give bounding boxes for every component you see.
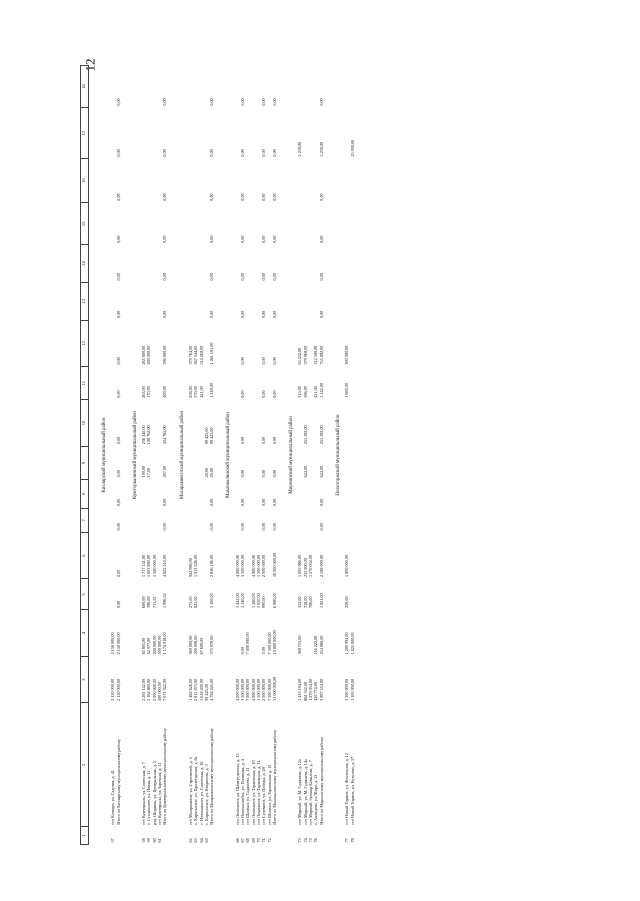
table-cell: 2 000 000,00 [261, 678, 267, 701]
section-header-row [176, 66, 188, 845]
table-cell: 0,00 [261, 357, 267, 365]
table-cell: 0,00 [271, 357, 277, 365]
table-cell: 0,00 [240, 647, 246, 655]
column-number: 18 [81, 66, 89, 108]
table-cell: 600,00 [141, 596, 147, 608]
table-cell: 2 000 000,00 [151, 678, 157, 701]
table-cell: 7 000 000,00 [245, 632, 251, 655]
total-row [162, 66, 171, 845]
table-cell: пгт Мирный, бульвар Камалова, д. 7 [308, 760, 314, 825]
table-cell: 368 755,00 [297, 635, 303, 655]
column-number: 8 [81, 479, 89, 508]
table-cell: 59 [146, 838, 152, 843]
column-number: 5 [81, 579, 89, 610]
table-cell: 1 100 000,00 [349, 678, 355, 701]
table-cell: 0,00 [271, 235, 277, 243]
table-cell: с. Сталинское, ул. Новая, д. 11 [146, 770, 152, 825]
table-cell: с. Новокаякент, ул. Советская, д. 16 [198, 761, 204, 825]
table-cell: 0,00 [261, 149, 267, 157]
table-cell: 258,00 [187, 386, 193, 398]
table-cell: 2 150 000,00 [110, 678, 116, 701]
table-cell: 4 900 000,00 [250, 678, 256, 701]
table-cell: 1 261 103,00 [209, 342, 215, 365]
table-cell: 990,00 [261, 596, 267, 608]
table-cell: 0,00 [115, 273, 121, 281]
table-cell: 379 960,00 [302, 345, 308, 365]
table-cell: 78 [349, 838, 355, 843]
table-cell: 61 [157, 838, 163, 843]
table-cell: 263,00 [141, 386, 147, 398]
table-cell: 1 442,00 [234, 593, 240, 608]
table-cell: 20,00 [203, 467, 209, 478]
table-cell: 63 [193, 838, 199, 843]
table-cell: 99 425,00 [209, 427, 215, 445]
column-number: 16 [81, 159, 89, 203]
table-cell: 0,00 [318, 310, 324, 319]
table-cell: 1 500 000,00 [255, 678, 261, 701]
table-cell: 256 440,00 [141, 425, 147, 445]
table-cell: пгт Мирный, ул. М. Гаджиева, д. 12а [297, 759, 303, 825]
table-cell: 1 618 200,00 [198, 678, 204, 701]
table-cell: 64 [198, 838, 204, 843]
table-cell: 0,00 [240, 149, 246, 157]
column-number: 10 [81, 400, 89, 446]
table-cell: 315,00 [297, 386, 303, 398]
table-cell: 2 000 000,00 [261, 554, 267, 577]
table-cell: 25 000,00 [349, 139, 355, 157]
table-cell: 624,00 [302, 465, 308, 478]
table-cell: 706,00 [308, 596, 314, 608]
table-cell: 20,00 [209, 467, 215, 478]
table-cell: 75 [308, 838, 314, 843]
table-cell: 1 913 226,00 [193, 554, 199, 577]
table-cell: 67 [240, 838, 246, 843]
table-cell: 755 892,00 [318, 345, 324, 365]
table-cell: 434 980,00 [318, 635, 324, 655]
table-cell: 73 [297, 838, 303, 843]
table-cell: 0,00 [271, 390, 277, 398]
table-cell: 0,00 [261, 235, 267, 243]
table-cell: 3 500 000,00 [240, 554, 246, 577]
table-cell: пгт Магарамкент, ул. Строителей, д. 5 [187, 757, 193, 825]
table-cell: Итого по Кумторкалинскому муниципальному району [162, 728, 168, 825]
table-cell: 300 000,00 [344, 345, 350, 365]
table-cell: 1 200 994,00 [344, 632, 350, 655]
table-cell: 15 000 000,00 [271, 630, 277, 655]
table-cell: 0,00 [271, 149, 277, 157]
table-cell: 289 000,00 [146, 345, 152, 365]
table-cell: пгт Новый Торжок, ул. Кутузова, д. 37 [349, 756, 355, 825]
section-title: Махачкалинский муниципальный район [226, 412, 232, 498]
table-cell: 0,00 [261, 498, 267, 507]
column-number: 9 [81, 446, 89, 479]
table-cell: 825,00 [193, 596, 199, 608]
table-cell: 1 500 000,00 [151, 554, 157, 577]
column-number: 11 [81, 367, 89, 400]
table-cell: 0,00 [115, 498, 121, 507]
table-cell: 116 225,00 [313, 635, 319, 655]
table-cell: 0,00 [115, 569, 121, 577]
table-cell: 0,00 [115, 390, 121, 398]
table-cell: 0,00 [271, 310, 277, 319]
table-cell: 0,00 [271, 498, 277, 507]
table-cell: 7 071 022,00 [162, 678, 168, 701]
table-cell: 0,00 [318, 273, 324, 281]
table-cell: 0,00 [115, 470, 121, 478]
section-title: Кумторкалинский муниципальный район [132, 411, 138, 500]
table-cell: 0,00 [261, 98, 267, 106]
table-cell: 0,00 [115, 523, 121, 531]
table-cell: 0,00 [115, 149, 121, 157]
table-cell: 2 281 142,00 [141, 678, 147, 701]
table-cell: 251 192,00 [318, 425, 324, 445]
table-cell: 0,00 [240, 498, 246, 507]
table-cell: пгт Кумторкала, ул. Заречная, д. 11 [157, 762, 163, 825]
table-cell: 0,00 [318, 235, 324, 243]
table-cell: 2 150 000,00 [110, 632, 116, 655]
table-cell: 0,00 [261, 310, 267, 319]
section-header-row [129, 66, 141, 845]
table-cell: пгт Шамхал, ул. Гаджиева, д. 11 [245, 767, 251, 825]
table-cell: 0,00 [240, 273, 246, 281]
table-cell: 1 717 141,00 [141, 554, 147, 577]
table-cell: 0,00 [115, 357, 121, 365]
column-number: 1 [81, 827, 89, 845]
table-cell: 0,00 [115, 235, 121, 243]
table-cell: 400,00 [162, 386, 168, 398]
table-cell: с. Киркинское, ул. Некрасова, д. 3 [203, 764, 209, 825]
table-cell: 3 300 000,00 [344, 678, 350, 701]
table-cell: 1 821,00 [318, 593, 324, 608]
table-cell: пгт Ленинкент, ул. Тарковская, д. 10 [250, 760, 256, 825]
table-cell: 0,00 [271, 193, 277, 201]
table-cell: пгт Кумторкала, ул. Советская, д. 7 [141, 762, 147, 825]
table-cell: 360 000,00 [187, 635, 193, 655]
table-cell: рзд. Ширяева, ул. Центральная, д. 5 [151, 761, 157, 825]
section-title: Магарамкентский муниципальный район [179, 410, 185, 500]
repair-program-table [80, 65, 540, 845]
table-cell: 2 150 000,00 [115, 632, 121, 655]
table-cell: 0,00 [271, 436, 277, 445]
table-cell: 0,00 [271, 273, 277, 281]
table-cell: 624,00 [318, 465, 324, 478]
table-cell: 1 142,00 [318, 383, 324, 398]
table-cell: 99 425,00 [203, 427, 209, 445]
table-cell: 74 [302, 838, 308, 843]
table-cell [116, 827, 125, 845]
column-number: 7 [81, 508, 89, 532]
table-cell: 100,00 [141, 465, 147, 478]
table-cell: 4 000 000,00 [234, 554, 240, 577]
table-cell: 1 249,00 [209, 383, 215, 398]
table-cell: 0,00 [261, 390, 267, 398]
table-cell: 718,00 [302, 596, 308, 608]
table-cell: 200 000,00 [151, 635, 157, 655]
table-cell: 68 [245, 838, 251, 843]
table-cell: 0,00 [209, 523, 215, 531]
table-cell: 0,00 [209, 235, 215, 243]
table-cell: 3 997 554,00 [318, 678, 324, 701]
column-number: 3 [81, 656, 89, 702]
table-cell: 0,00 [162, 273, 168, 281]
table-cell: 63 432,00 [297, 347, 303, 365]
column-number: 12 [81, 320, 89, 366]
table-cell: Итого по Магарамкентскому муниципальному району [209, 728, 215, 825]
table-cell: 77 [344, 838, 350, 843]
table-cell: 352,00 [297, 596, 303, 608]
table-cell: 0,00 [162, 523, 168, 531]
table-cell: 1 146,00 [240, 593, 246, 608]
section-header-row [98, 66, 110, 845]
table-cell: 17,00 [146, 467, 152, 478]
table-cell: 31 000 000,00 [271, 676, 277, 701]
data-table [80, 65, 359, 845]
table-cell: 0,00 [115, 600, 121, 608]
table-cell: 0,00 [240, 310, 246, 319]
table-cell: 1 100,00 [209, 593, 215, 608]
table-cell: Итого по Махачкалинскому муниципальному району [271, 729, 277, 825]
table-cell: 0,00 [261, 436, 267, 445]
table-cell: 0,00 [240, 193, 246, 201]
table-cell: 2 508 900,00 [318, 554, 324, 577]
section-header-row [332, 66, 344, 845]
table-cell: 0,00 [271, 523, 277, 531]
table-cell: 500 000,00 [157, 682, 163, 701]
table-cell: 6 806,00 [271, 593, 277, 608]
table-cell: Итого по Мирнинскому муниципальному району [318, 736, 324, 825]
table-cell: 0,00 [240, 523, 246, 531]
table-cell: 85 805,00 [141, 637, 147, 655]
column-number: 2 [81, 703, 89, 827]
table-cell: пгт Новый Торжок, ул. Фонтанная, д. 12 [344, 753, 350, 825]
table-cell: 0,00 [261, 647, 267, 655]
table-cell: 1 500 000,00 [255, 554, 261, 577]
table-cell: 0,00 [240, 470, 246, 478]
table-cell: 200 000,00 [193, 635, 199, 655]
table-cell: 0,00 [115, 436, 121, 445]
table-cell: пгт Новокаспийск, ул. Полякова, д. 4 [240, 759, 246, 825]
table-cell [162, 827, 171, 845]
table-cell: 7 000 000,00 [245, 678, 251, 701]
table-cell: 0,00 [261, 523, 267, 531]
table-cell: 1 482 626,00 [187, 678, 193, 701]
table-cell: 1 270 034,00 [308, 678, 314, 701]
table-cell: 0,00 [162, 98, 168, 106]
table-cell: 421,00 [198, 386, 204, 398]
table-cell: 0,00 [162, 193, 168, 201]
table-cell: 0,00 [318, 98, 324, 106]
table-cell: 16 000 000,00 [271, 552, 277, 577]
table-cell: 1 200,00 [250, 593, 256, 608]
table-cell: 0,00 [240, 235, 246, 243]
table-cell: 500 000,00 [157, 635, 163, 655]
table-cell: 1 660,00 [344, 383, 350, 398]
table-cell: 1 025 000,00 [349, 632, 355, 655]
table-cell: 0,00 [240, 98, 246, 106]
table-cell: 711,52 [151, 596, 157, 608]
table-cell: 0,00 [162, 149, 168, 157]
table-cell: 431,00 [313, 386, 319, 398]
table-cell: 575 879,00 [209, 635, 215, 655]
table-cell: 0,00 [115, 310, 121, 319]
table-cell [272, 827, 281, 845]
table-cell: пгт Кочкарь, ул. Садовая, д. 41 [110, 770, 116, 825]
column-number: 6 [81, 533, 89, 579]
table-cell: 4 900 000,00 [250, 554, 256, 577]
table-cell: 57 [110, 838, 116, 843]
table-cell: 250,00 [344, 596, 350, 608]
column-number: 15 [81, 203, 89, 245]
table-cell: 3 500 000,00 [240, 678, 246, 701]
table-cell: 434 765,00 [162, 425, 168, 445]
table-cell: 0,00 [271, 98, 277, 106]
table-cell: 367 344,00 [193, 345, 199, 365]
table-cell: 0,00 [318, 523, 324, 531]
table-cell: 0,00 [261, 273, 267, 281]
total-row [272, 66, 281, 845]
column-number: 14 [81, 245, 89, 283]
table-cell: пгт Сулевкент, ул. Победы, д. 28 [261, 767, 267, 825]
total-row [209, 66, 218, 845]
table-cell: 66 [234, 838, 240, 843]
table-cell: пгт Шамхал, ул. Тарковская, д. 15 [266, 764, 272, 825]
table-cell: 275,00 [187, 596, 193, 608]
table-cell: 1 270 034,00 [308, 554, 314, 577]
table-cell: пгт Ленинкент, ул. Тарковская, д. 11 [255, 760, 261, 825]
table-cell: 514 260,00 [198, 345, 204, 365]
table-cell: 0,00 [209, 273, 215, 281]
table-cell: 232 900,00 [302, 558, 308, 577]
table-cell: 1 174 018,00 [162, 632, 168, 655]
table-cell: 0,00 [240, 390, 246, 398]
section-header-row [222, 66, 234, 845]
section-header-row [285, 66, 297, 845]
table-cell: 0,00 [162, 498, 168, 507]
page-number: 12 [82, 58, 98, 72]
table-cell: 0,00 [261, 193, 267, 201]
table-cell: 7 500 000,00 [266, 632, 272, 655]
table-cell: 2 811 873,00 [193, 679, 199, 701]
table-cell: 5 230,00 [297, 141, 303, 157]
table-cell: 69 [250, 838, 256, 843]
table-cell: 1 996,52 [162, 593, 168, 608]
table-cell: 922 980,00 [187, 558, 193, 577]
table-cell [209, 827, 218, 845]
table-cell: 76 [313, 838, 319, 843]
table-cell: с. Ахмедова, ул. Мира, д. 13 [313, 774, 319, 825]
table-cell: 265 800,00 [141, 345, 147, 365]
table-cell: 67 609,00 [198, 637, 204, 655]
table-cell: 1 605 880,00 [146, 554, 152, 577]
table-cell: 65 [203, 838, 209, 843]
table-cell: 251 192,00 [302, 425, 308, 445]
table-cell: 0,00 [209, 310, 215, 319]
table-cell: 0,00 [209, 98, 215, 106]
table-cell: Итого по Кизлярскому муниципальному району [115, 738, 121, 825]
total-row [319, 66, 328, 845]
table-cell: 60 [151, 838, 157, 843]
table-cell: 0,00 [209, 193, 215, 201]
table-cell: 0,00 [261, 470, 267, 478]
table-cell: 99 425,00 [203, 684, 209, 701]
table-cell: 0,00 [115, 98, 121, 106]
column-number: 17 [81, 108, 89, 159]
table-cell: 267,00 [162, 465, 168, 478]
section-title: Мирнинский муниципальный район [289, 416, 295, 494]
table-cell: 4 794 245,00 [209, 678, 215, 701]
table-cell: 4 000 000,00 [234, 678, 240, 701]
table-cell: 70 [255, 838, 261, 843]
table-cell: 170,00 [146, 386, 152, 398]
table-cell: 0,00 [115, 193, 121, 201]
table-cell: с. Киркинское, ул. Пролетарская, д. 8а [193, 756, 199, 825]
table-cell: 312 500,00 [313, 345, 319, 365]
table-cell: 396,00 [146, 596, 152, 608]
table-cell: 52 077,00 [146, 637, 152, 655]
table-cell: 72 [266, 838, 272, 843]
table-cell: 570,00 [193, 386, 199, 398]
table-cell: 5 230,00 [318, 141, 324, 157]
table-cell: 0,00 [318, 193, 324, 201]
table-cell: 862 552,00 [302, 682, 308, 701]
total-row [116, 66, 125, 845]
table-cell: 1 005 966,00 [297, 554, 303, 577]
table-cell: 430 774,00 [313, 682, 319, 701]
table-cell: 2 836 186,00 [209, 554, 215, 577]
table-cell: 1 800 000,00 [344, 554, 350, 577]
table-cell: 0,00 [162, 310, 168, 319]
table-cell: 0,00 [209, 498, 215, 507]
column-number-row [81, 66, 89, 845]
table-cell: 108 762,00 [146, 425, 152, 445]
column-number: 4 [81, 610, 89, 656]
table-cell: 396,00 [302, 386, 308, 398]
table-cell: 2 184 880,00 [146, 678, 152, 701]
table-cell: 71 [261, 838, 267, 843]
table-cell: 0,00 [209, 149, 215, 157]
table-cell: 0,00 [240, 436, 246, 445]
table-cell: 7 500 000,00 [266, 678, 272, 701]
table-cell: 379 764,00 [187, 345, 193, 365]
table-cell: 396 800,00 [162, 345, 168, 365]
table-cell: 62 [187, 838, 193, 843]
table-cell: 0,00 [162, 235, 168, 243]
table-cell: 4 822 210,00 [162, 554, 168, 577]
table-cell: 0,00 [271, 470, 277, 478]
table-cell: 2 150 000,00 [115, 678, 121, 701]
section-title: Кизлярский муниципальный район [102, 417, 107, 493]
table-cell: 0,00 [240, 357, 246, 365]
table-cell: пгт Ленинкент, ул. Шамсутдинова, д. 13 [234, 753, 240, 825]
table-cell: 1 433 194,00 [297, 678, 303, 701]
table-cell [319, 827, 328, 845]
table-cell: 0,00 [318, 498, 324, 507]
table-cell: 58 [141, 838, 147, 843]
table-cell: пгт Мирный, ул. М. Гаджиева, д. 14а [302, 759, 308, 825]
table-cell: 1 050,00 [255, 593, 261, 608]
column-number: 13 [81, 282, 89, 320]
section-title: Новоторжский муниципальный район [335, 414, 341, 496]
